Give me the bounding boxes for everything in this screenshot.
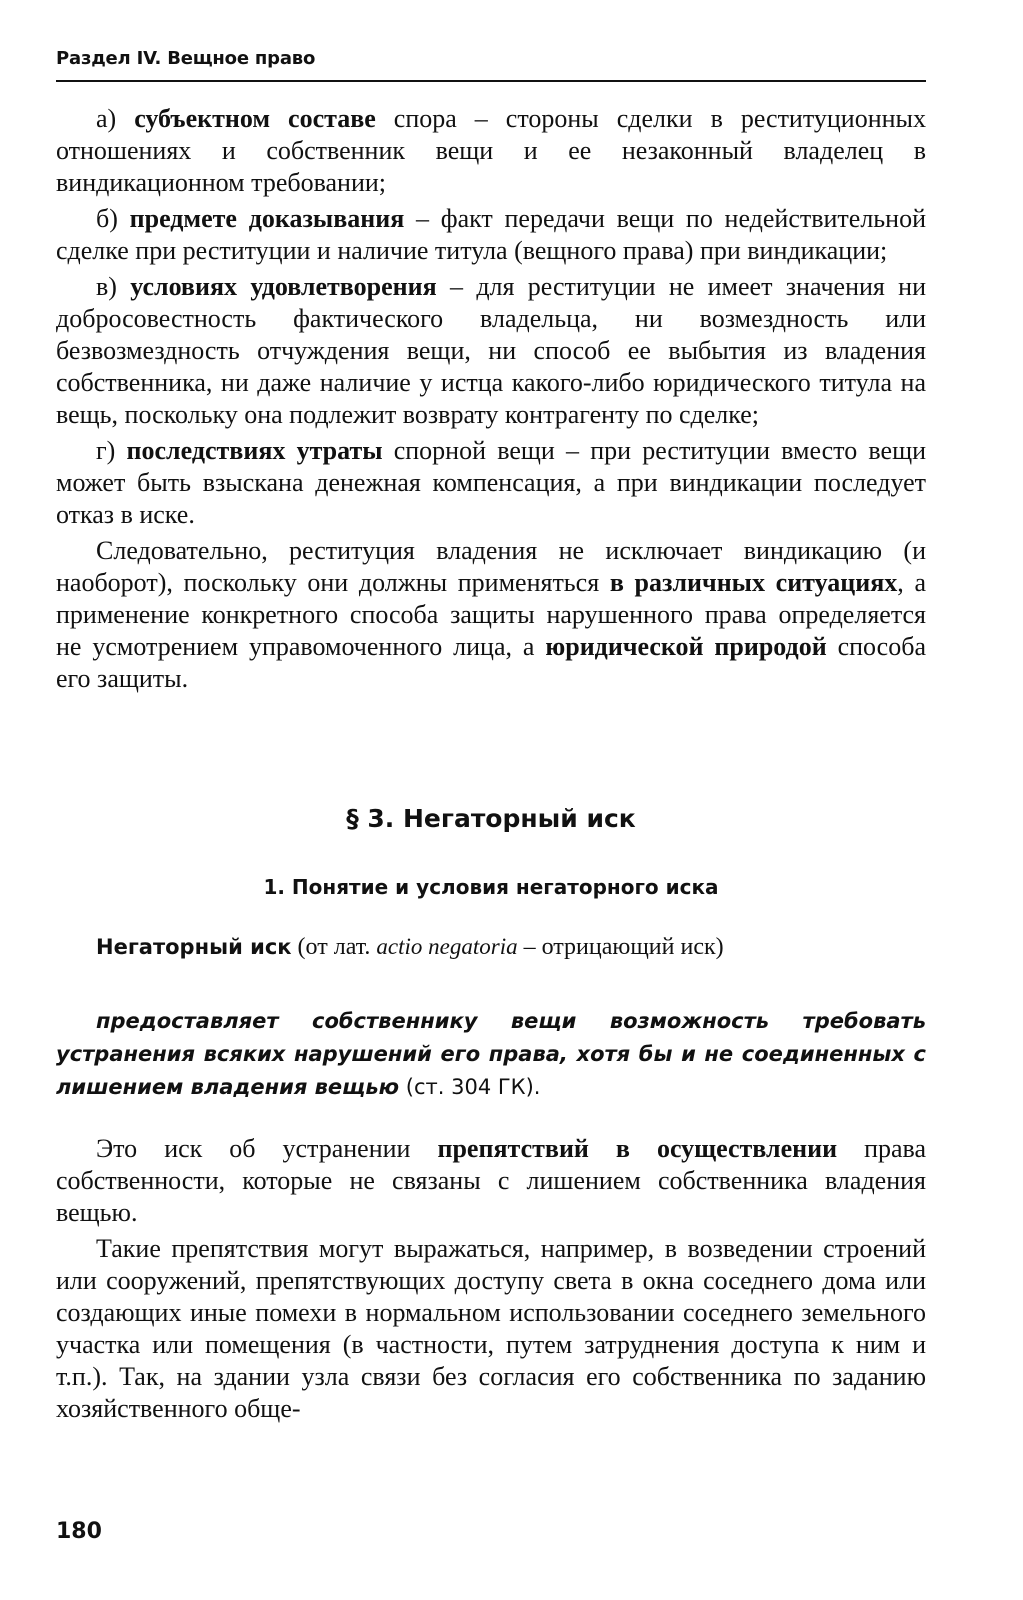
obstacles-text: права собственности, которые не связаны с лишением собственника владения вещью. — [56, 1134, 926, 1227]
conclusion-bold: в различных ситуациях — [609, 568, 898, 597]
conclusion-paragraph — [56, 535, 926, 695]
subsection-title: 1. Понятие и условия негаторного иска — [263, 875, 719, 899]
conclusion-bold: юридической природой — [545, 632, 827, 661]
item-marker: в) — [96, 272, 131, 301]
item-text: спора – стороны сделки в реституционных отношениях и собственник вещи и ее незаконный владелец в виндикационном требовании; — [56, 104, 926, 197]
comparison-list — [56, 103, 926, 695]
definition-paren: – отрицающий иск) — [517, 934, 724, 960]
definition-latin: actio negatoria — [376, 934, 518, 959]
definition-emphasis: предоставляет собственнику вещи возможность требовать устранения всяких нарушений его права, хотя бы и не соединенных с лишением владения вещью — [56, 1009, 926, 1099]
header-rule — [56, 80, 926, 82]
item-bold-term: условиях удовлетворения — [130, 272, 437, 301]
item-bold-term: субъектном составе — [134, 104, 376, 133]
item-text: спорной вещи – при реституции вместо вещи может быть взыскана денежная компенсация, а при виндикации последует отказ в иске. — [56, 436, 926, 529]
definition-paren: (от лат. — [291, 934, 377, 960]
conclusion-text: , а применение конкретного способа защиты нарушенного права определяется не усмотрением управомоченного лица, а — [56, 568, 926, 661]
obstacles-paragraph — [56, 1133, 926, 1229]
section-title: § 3. Негаторный иск — [346, 804, 636, 833]
definition-reference: (ст. 304 ГК). — [399, 1075, 541, 1099]
obstacles-text: Это иск об устранении — [96, 1134, 438, 1163]
body-text-continued — [56, 1133, 926, 1425]
item-marker: г) — [96, 436, 127, 465]
page-number: 180 — [56, 1519, 102, 1544]
item-marker: а) — [96, 104, 135, 133]
list-item-v — [56, 271, 926, 431]
item-text: – факт передачи вещи по недействительной сделке при реституции и наличие титула (вещного права) при виндикации; — [56, 204, 926, 265]
obstacles-bold: препятствий в осуществлении — [437, 1134, 838, 1163]
definition-body — [56, 1005, 926, 1104]
item-marker: б) — [96, 204, 130, 233]
list-item-g — [56, 435, 926, 531]
conclusion-text: способа его защиты. — [56, 632, 926, 693]
item-bold-term: предмете доказывания — [129, 204, 405, 233]
conclusion-text: Следовательно, реституция владения не исключает виндикацию (и наоборот), поскольку они должны применяться — [56, 536, 926, 597]
book-page — [56, 0, 926, 1600]
item-text: – для реституции не имеет значения ни добросовестность фактического владельца, ни возмездность или безвозмездность отчуждения вещи, ни способ ее выбытия из владения собственника, ни даже наличие у истца какого-либо юридического титула на вещь, поскольку она подлежит возврату контрагенту по сделке; — [56, 272, 926, 429]
definition-term: Негаторный иск — [96, 935, 292, 959]
running-head: Раздел IV. Вещное право — [56, 48, 316, 69]
definition-lead — [56, 933, 926, 961]
list-item-a — [56, 103, 926, 199]
list-item-b — [56, 203, 926, 267]
item-bold-term: последствиях утраты — [126, 436, 383, 465]
examples-paragraph: Такие препятствия могут выражаться, например, в возведении строений или сооружений, препятствующих доступу света в окна соседнего дома или создающих иные помехи в нормальном использовании соседнего земельного участка или помещения (в частности, путем затруднения доступа к ним и т.п.). Так, на здании узла связи без согласия его собственника по заданию хозяйственного обще- — [56, 1234, 926, 1423]
